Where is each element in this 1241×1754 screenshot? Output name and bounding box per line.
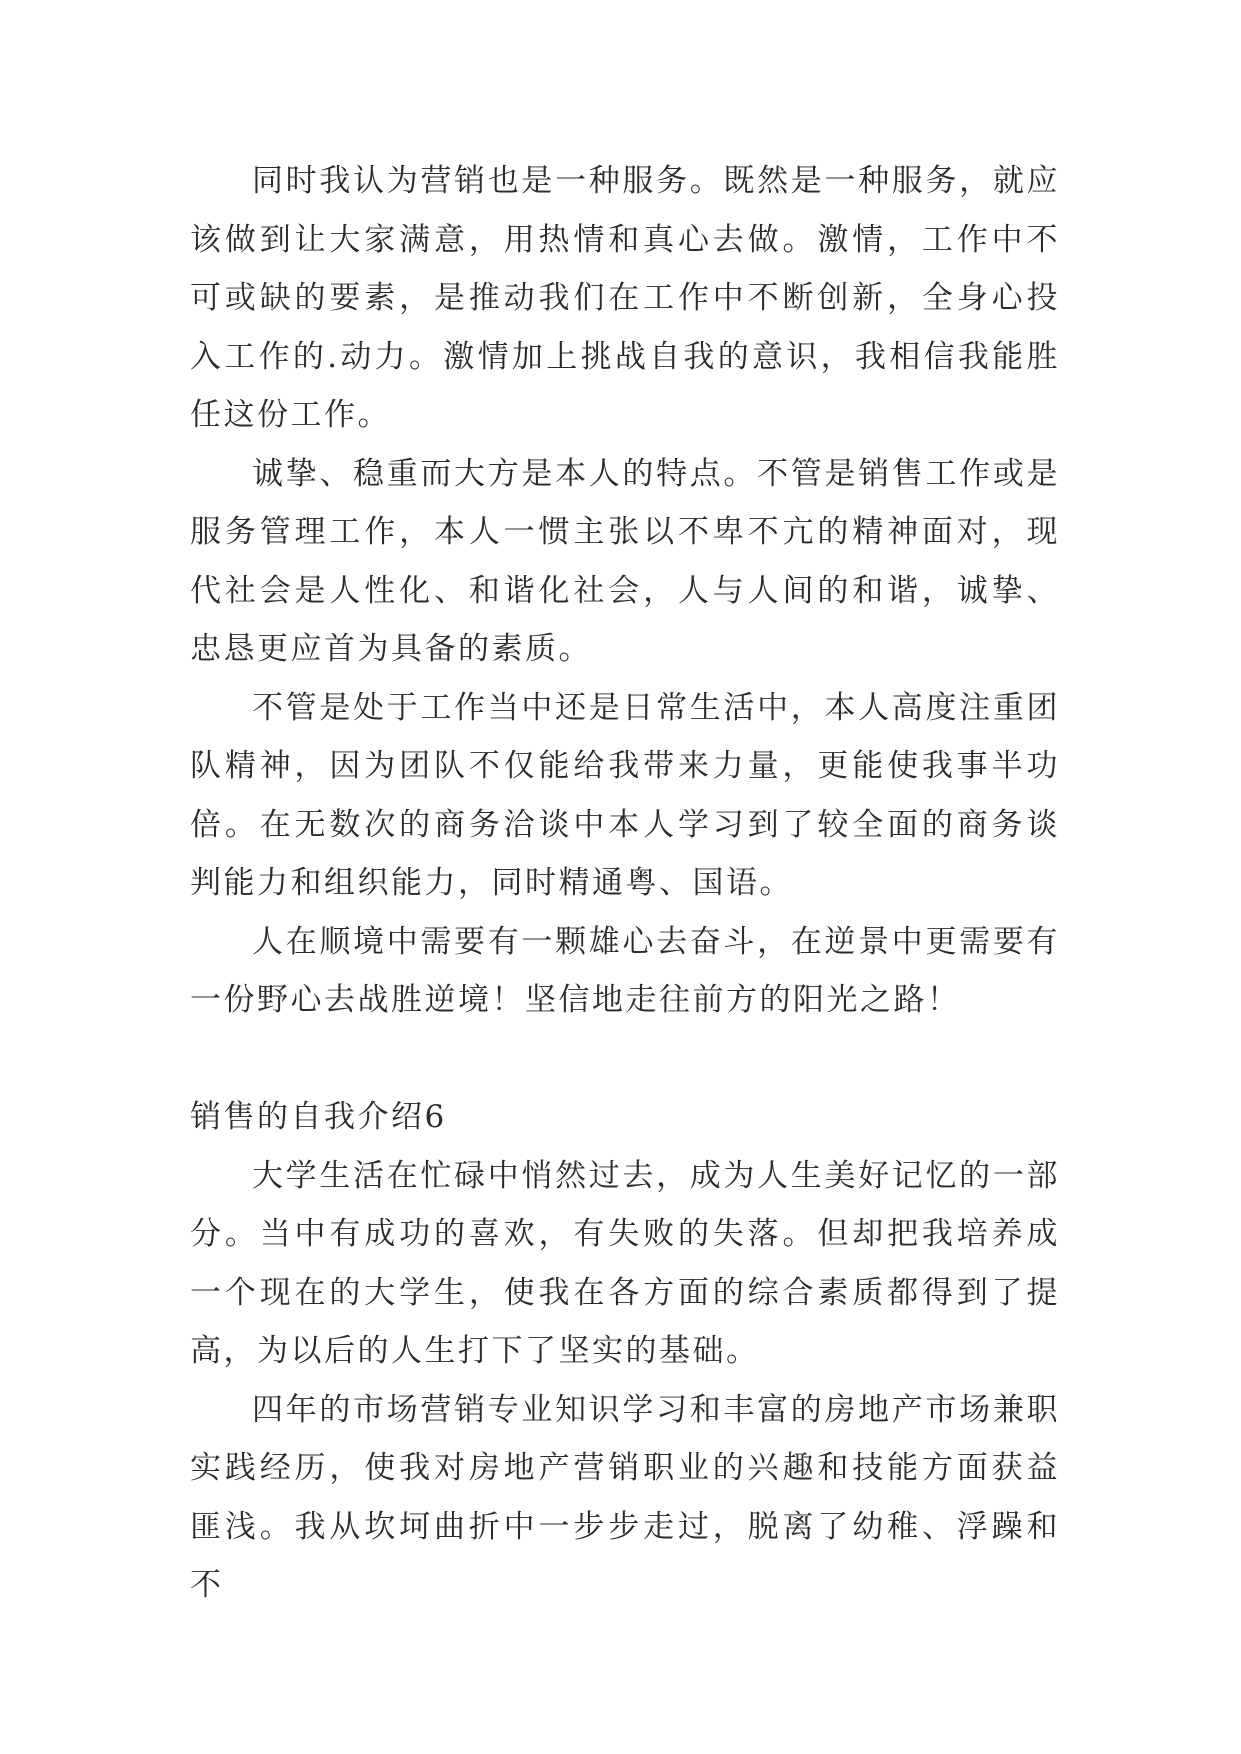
paragraph-teamwork: 不管是处于工作当中还是日常生活中，本人高度注重团队精神，因为团队不仅能给我带来力量，更能使我事半功倍。在无数次的商务洽谈中本人学习到了较全面的商务谈判能力和组织能力，同时精通粤、国语。: [190, 689, 1060, 901]
document-body: [190, 152, 1060, 1615]
paragraph-university: 大学生活在忙碌中悄然过去，成为人生美好记忆的一部分。当中有成功的喜欢，有失败的失落。但却把我培养成一个现在的大学生，使我在各方面的综合素质都得到了提高，为以后的人生打下了坚实的基础。: [190, 1157, 1060, 1369]
paragraph-ambition: 人在顺境中需要有一颗雄心去奋斗，在逆景中更需要有一份野心去战胜逆境！坚信地走往前方的阳光之路！: [190, 923, 1060, 1018]
section-heading: 销售的自我介绍6: [190, 1099, 447, 1135]
paragraph-service: 同时我认为营销也是一种服务。既然是一种服务，就应该做到让大家满意，用热情和真心去做。激情，工作中不可或缺的要素，是推动我们在工作中不断创新，全身心投入工作的.动力。激情加上挑战自我的意识，我相信我能胜任这份工作。: [190, 163, 1060, 433]
paragraph-marketing-study: 四年的市场营销专业知识学习和丰富的房地产市场兼职实践经历，使我对房地产营销职业的兴趣和技能方面获益匪浅。我从坎坷曲折中一步步走过，脱离了幼稚、浮躁和不: [190, 1391, 1060, 1603]
paragraph-personality: 诚挚、稳重而大方是本人的特点。不管是销售工作或是服务管理工作，本人一惯主张以不卑不亢的精神面对，现代社会是人性化、和谐化社会，人与人间的和谐，诚挚、忠恳更应首为具备的素质。: [190, 455, 1060, 667]
